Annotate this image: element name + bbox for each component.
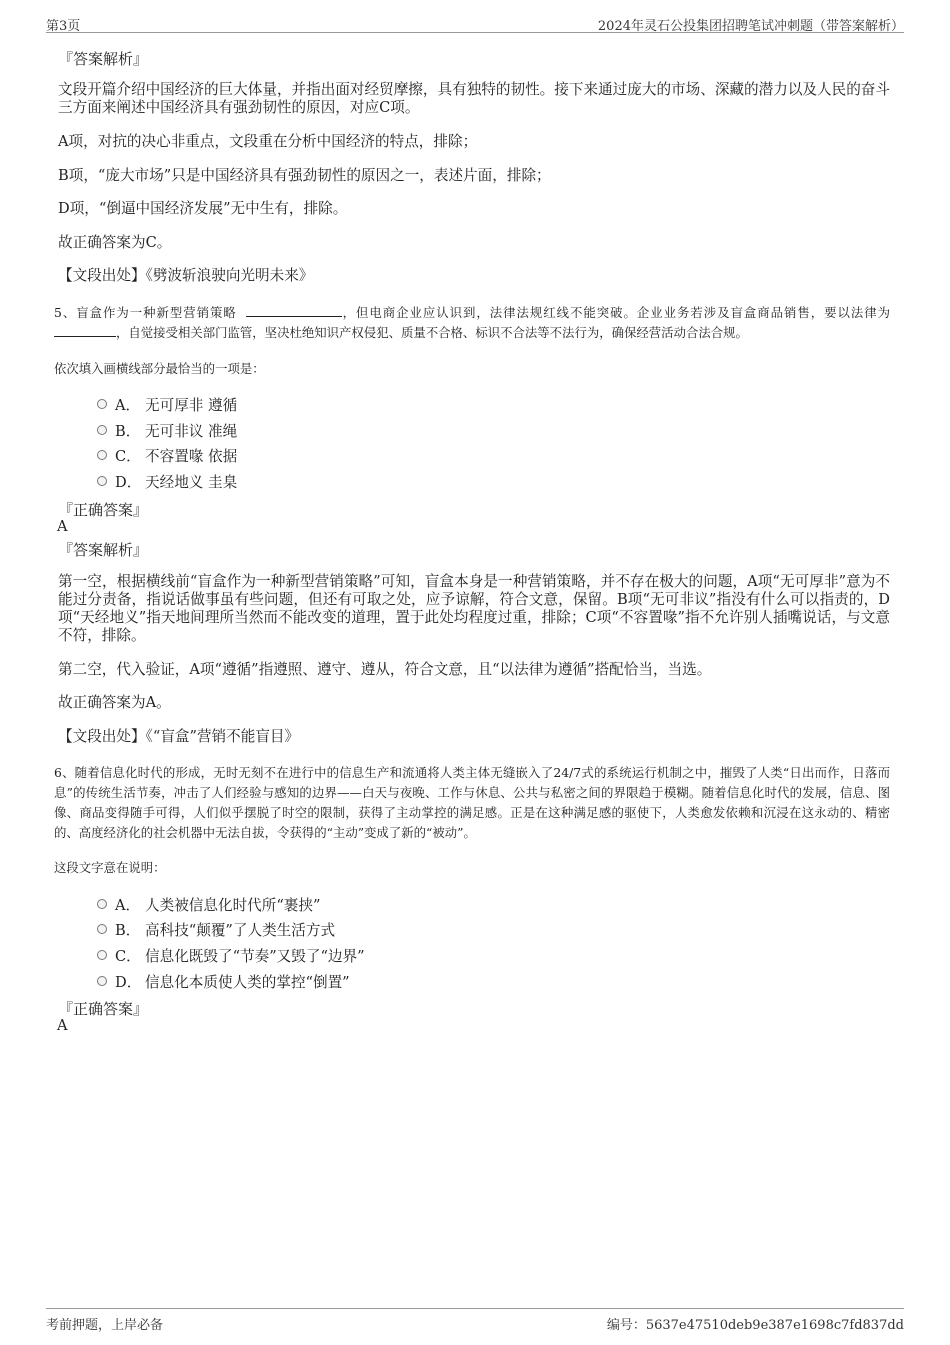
correct-answer-label: 『正确答案』 (58, 501, 149, 519)
radio-icon[interactable] (97, 399, 107, 409)
option-text: 信息化本质使人类的掌控“倒置” (145, 974, 350, 991)
question-5-text-c: ，自觉接受相关部门监管，坚决杜绝知识产权侵犯、质量不合格、标识不合法等不法行为，确保经营活动合法合规。 (116, 325, 748, 340)
analysis-paragraph: 第二空，代入验证，A项“遵循”指遵照、遵守、遵从，符合文意，且“以法律为遵循”搭配恰当，当选。 (58, 661, 712, 678)
radio-icon[interactable] (97, 899, 107, 909)
question-6-prompt: 这段文字意在说明： (54, 860, 166, 875)
question-5-stem (54, 303, 890, 343)
option-letter: B． (115, 922, 141, 939)
option-letter: D． (115, 974, 142, 991)
radio-icon[interactable] (97, 924, 107, 934)
question-5-text-a: 5、盲盒作为一种新型营销策略 (54, 305, 237, 320)
radio-icon[interactable] (97, 450, 107, 460)
analysis-paragraph: A项，对抗的决心非重点，文段重在分析中国经济的特点，排除； (58, 133, 478, 150)
option-letter: A． (115, 397, 141, 414)
analysis-paragraph: D项，“倒逼中国经济发展”无中生有，排除。 (58, 200, 348, 217)
option-letter: C． (115, 948, 141, 965)
document-title: 2024年灵石公投集团招聘笔试冲刺题（带答案解析） (597, 19, 904, 34)
conclusion: 故正确答案为A。 (58, 694, 171, 711)
question-6-stem: 6、随着信息化时代的形成，无时无刻不在进行中的信息生产和流通将人类主体无缝嵌入了24/7式的系统运行机制之中，摧毁了人类“日出而作，日落而息”的传统生活节奏，冲击了人们经验与感知的边界——白天与夜晚、工作与休息、公共与私密之间的界限趋于模糊。随着信息化时代的发展，信息、图像、商品变得随手可得，人们似乎摆脱了时空的限制，获得了主动掌控的满足感。正是在这种满足感的驱使下，人类愈发依赖和沉浸在这永动的、精密的、高度经济化的社会机器中无法自拔，令获得的“主动”变成了新的“被动”。 (54, 765, 890, 840)
radio-icon[interactable] (97, 976, 107, 986)
radio-icon[interactable] (97, 476, 107, 486)
fill-blank-1 (246, 304, 342, 317)
analysis-paragraph: 第一空，根据横线前“盲盒作为一种新型营销策略”可知，盲盒本身是一种营销策略，并不存在极大的问题，A项“无可厚非”意为不能过分责备，指说话做事虽有些问题，但还有可取之处，应予谅解，符合文意，保留。B项“无可非议”指没有什么可以指责的，D项“天经地义”指天地间理所当然而不能改变的道理，置于此处均程度过重，排除；C项“不容置喙”指不允许别人插嘴说话，与文意不符，排除。 (58, 573, 890, 644)
question-5-text-b: ，但电商企业应认识到，法律法规红线不能突破。企业业务若涉及盲盒商品销售，要以法律为 (341, 305, 890, 320)
option-letter: B． (115, 423, 141, 440)
radio-icon[interactable] (97, 950, 107, 960)
analysis-paragraph: B项，“庞大市场”只是中国经济具有强劲韧性的原因之一，表述片面，排除； (58, 167, 551, 184)
radio-icon[interactable] (97, 425, 107, 435)
option-letter: D． (115, 474, 142, 491)
correct-answer: A (57, 518, 68, 535)
analysis-label: 『答案解析』 (58, 541, 149, 559)
option-text: 无可厚非 遵循 (145, 397, 238, 414)
page-footer (46, 1308, 904, 1333)
question-5-prompt: 依次填入画横线部分最恰当的一项是： (54, 361, 265, 376)
correct-answer: A (57, 1017, 68, 1034)
document-id: 编号：5637e47510deb9e387e1698c7fd837dd (606, 1318, 904, 1333)
page-header (46, 12, 904, 33)
option-letter: A． (115, 897, 141, 914)
option-text: 不容置喙 依据 (145, 448, 238, 465)
option-text: 无可非议 准绳 (145, 423, 238, 440)
correct-answer-label: 『正确答案』 (58, 1000, 149, 1018)
analysis-paragraph: 文段开篇介绍中国经济的巨大体量，并指出面对经贸摩擦，具有独特的韧性。接下来通过庞大的市场、深藏的潜力以及人民的奋斗三方面来阐述中国经济具有强劲韧性的原因，对应C项。 (58, 81, 890, 116)
option-text: 信息化既毁了“节奏”又毁了“边界” (145, 948, 365, 965)
footer-slogan: 考前押题，上岸必备 (46, 1318, 164, 1333)
page-number: 第3页 (46, 19, 81, 34)
option-text: 天经地义 圭臬 (145, 474, 238, 491)
fill-blank-2 (54, 324, 116, 337)
source-citation: 【文段出处】《劈波斩浪驶向光明未来》 (58, 267, 314, 284)
analysis-label: 『答案解析』 (58, 50, 149, 68)
option-text: 高科技“颠覆”了人类生活方式 (145, 922, 336, 939)
option-text: 人类被信息化时代所“裹挟” (145, 897, 321, 914)
source-citation: 【文段出处】《“盲盒”营销不能盲目》 (58, 728, 300, 745)
option-letter: C． (115, 448, 141, 465)
conclusion: 故正确答案为C。 (58, 234, 172, 251)
